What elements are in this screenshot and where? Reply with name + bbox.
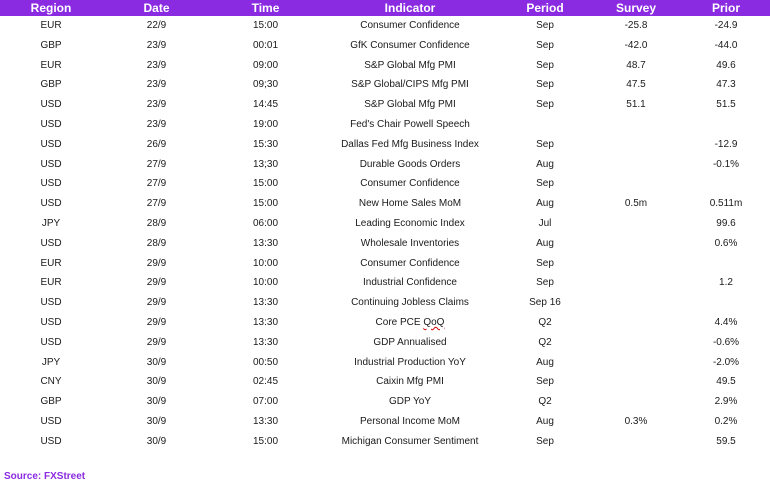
cell-region: USD	[40, 316, 62, 328]
cell-date: 23/9	[146, 99, 167, 111]
cell-time: 15:00	[252, 20, 279, 31]
cell-period: Aug	[536, 415, 554, 427]
cell-date: 23/9	[146, 59, 167, 71]
cell-indicator: GDP Annualised	[373, 336, 447, 348]
cell-date: 29/9	[146, 297, 167, 309]
cell-prior: 49.5	[716, 376, 736, 388]
cell-period: Sep	[536, 99, 554, 111]
cell-region: USD	[40, 178, 62, 190]
cell-indicator: Dallas Fed Mfg Business Index	[341, 138, 479, 150]
cell-prior: -0.1%	[712, 158, 740, 170]
cell-date: 23/9	[146, 79, 167, 91]
cell-period: Aug	[536, 356, 554, 368]
cell-prior: 49.6	[716, 59, 736, 71]
cell-prior: -2.0%	[712, 356, 740, 368]
cell-survey	[590, 313, 682, 333]
cell-date: 28/9	[146, 217, 167, 229]
table-row	[0, 234, 770, 254]
cell-time: 02:45	[252, 376, 279, 388]
cell-prior: 47.3	[716, 79, 736, 91]
cell-survey	[590, 333, 682, 353]
cell-period: Sep	[536, 20, 554, 31]
cell-time: 15:30	[252, 138, 279, 150]
cell-prior: 0.511m	[709, 198, 743, 210]
table-row	[0, 75, 770, 95]
table-row	[0, 333, 770, 353]
cell-survey	[590, 273, 682, 293]
table-row	[0, 155, 770, 175]
cell-indicator: Leading Economic Index	[355, 217, 465, 229]
cell-prior: -24.9	[714, 20, 738, 31]
table-row	[0, 313, 770, 333]
table-row	[0, 273, 770, 293]
cell-date: 30/9	[146, 376, 167, 388]
cell-period: Sep	[536, 257, 554, 269]
cell-time: 13;30	[252, 158, 279, 170]
cell-survey: -42.0	[624, 39, 648, 51]
table-row	[0, 412, 770, 432]
header-survey: Survey	[590, 0, 682, 16]
cell-prior: 2.9%	[714, 396, 738, 408]
cell-period: Q2	[538, 316, 552, 328]
table-row	[0, 432, 770, 452]
spellcheck-underline: QoQ	[423, 316, 445, 328]
cell-survey: 47.5	[626, 79, 646, 91]
cell-indicator: Durable Goods Orders	[359, 158, 461, 170]
cell-date: 22/9	[146, 20, 167, 31]
cell-prior: -12.9	[714, 138, 738, 150]
cell-time: 13:30	[252, 237, 279, 249]
cell-date: 30/9	[146, 415, 167, 427]
cell-period: Sep	[536, 59, 554, 71]
cell-region: JPY	[41, 356, 61, 368]
cell-indicator: Fed's Chair Powell Speech	[350, 118, 470, 130]
cell-survey	[590, 293, 682, 313]
cell-indicator: Michigan Consumer Sentiment	[341, 435, 479, 447]
cell-indicator: GDP YoY	[388, 396, 432, 408]
cell-indicator: Personal Income MoM	[359, 415, 461, 427]
cell-indicator: Core PCE QoQ	[375, 316, 445, 328]
cell-indicator: New Home Sales MoM	[358, 198, 462, 210]
header-row	[0, 0, 770, 16]
cell-indicator: Consumer Confidence	[360, 257, 460, 269]
cell-prior: -44.0	[714, 39, 738, 51]
cell-prior: -0.6%	[712, 336, 740, 348]
cell-date: 28/9	[146, 237, 167, 249]
cell-region: USD	[40, 415, 62, 427]
cell-region: GBP	[40, 79, 62, 91]
header-period: Period	[500, 0, 590, 16]
cell-survey	[590, 155, 682, 175]
cell-indicator: Continuing Jobless Claims	[351, 297, 469, 309]
cell-time: 09:00	[252, 59, 279, 71]
table-row	[0, 135, 770, 155]
table-row	[0, 36, 770, 56]
table-row	[0, 293, 770, 313]
cell-time: 13:30	[252, 336, 279, 348]
cell-period: Sep	[536, 178, 554, 190]
cell-period: Q2	[538, 396, 552, 408]
cell-indicator: Consumer Confidence	[360, 178, 460, 190]
cell-date: 29/9	[146, 257, 167, 269]
cell-region: EUR	[40, 257, 62, 269]
cell-time: 00:50	[252, 356, 279, 368]
cell-survey	[590, 254, 682, 274]
cell-survey	[590, 174, 682, 194]
cell-time: 00:01	[252, 39, 279, 51]
cell-period: Aug	[536, 198, 554, 210]
cell-time: 14:45	[252, 99, 279, 111]
cell-date: 30/9	[146, 396, 167, 408]
cell-survey: 48.7	[626, 59, 646, 71]
cell-period: Sep	[536, 277, 554, 289]
header-region: Region	[0, 0, 102, 16]
cell-survey	[590, 353, 682, 373]
cell-date: 26/9	[146, 138, 167, 150]
cell-region: CNY	[40, 376, 62, 388]
cell-indicator: S&P Global Mfg PMI	[364, 59, 456, 71]
cell-date: 23/9	[146, 39, 167, 51]
header-prior: Prior	[682, 0, 770, 16]
table-row	[0, 174, 770, 194]
cell-survey	[590, 432, 682, 452]
table-row	[0, 353, 770, 373]
cell-period: Sep	[536, 435, 554, 447]
cell-region: JPY	[41, 217, 61, 229]
cell-time: 09;30	[252, 79, 279, 91]
cell-region: USD	[40, 297, 62, 309]
cell-region: USD	[40, 118, 62, 130]
cell-date: 23/9	[146, 118, 167, 130]
header-indicator: Indicator	[320, 0, 500, 16]
cell-period	[500, 115, 590, 135]
cell-indicator: S&P Global Mfg PMI	[364, 99, 456, 111]
cell-time: 19:00	[252, 118, 279, 130]
cell-indicator: Caixin Mfg PMI	[376, 376, 444, 388]
cell-time: 13:30	[252, 316, 279, 328]
cell-period: Sep	[536, 138, 554, 150]
cell-region: USD	[40, 336, 62, 348]
cell-region: USD	[40, 198, 62, 210]
cell-prior: 4.4%	[714, 316, 738, 328]
cell-region: EUR	[40, 20, 62, 31]
source-note: Source: FXStreet	[4, 471, 86, 482]
cell-period: Jul	[538, 217, 552, 229]
table-row	[0, 16, 770, 36]
cell-date: 29/9	[146, 336, 167, 348]
cell-period: Sep	[536, 376, 554, 388]
cell-survey: -25.8	[624, 20, 648, 31]
cell-period: Aug	[536, 158, 554, 170]
cell-time: 10:00	[252, 257, 279, 269]
cell-survey	[590, 214, 682, 234]
cell-region: EUR	[40, 277, 62, 289]
cell-indicator: Industrial Confidence	[363, 277, 457, 289]
cell-prior: 99.6	[716, 217, 736, 229]
cell-region: GBP	[40, 396, 62, 408]
cell-survey	[590, 234, 682, 254]
table-row	[0, 194, 770, 214]
cell-region: USD	[40, 237, 62, 249]
cell-date: 29/9	[146, 316, 167, 328]
cell-period: Sep 16	[529, 297, 561, 309]
cell-prior	[682, 293, 770, 313]
cell-period: Sep	[536, 39, 554, 51]
cell-region: USD	[40, 158, 62, 170]
cell-survey: 0.5m	[624, 198, 648, 210]
cell-time: 15:00	[252, 198, 279, 210]
cell-survey: 51.1	[626, 99, 646, 111]
cell-indicator: Wholesale Inventories	[360, 237, 460, 249]
cell-indicator: GfK Consumer Confidence	[350, 39, 470, 51]
cell-prior: 51.5	[716, 99, 736, 111]
cell-prior	[682, 254, 770, 274]
cell-prior: 1.2	[719, 277, 733, 289]
cell-date: 27/9	[146, 178, 167, 190]
cell-survey	[590, 115, 682, 135]
table-row	[0, 214, 770, 234]
cell-region: USD	[40, 99, 62, 111]
cell-date: 29/9	[146, 277, 167, 289]
table-body	[0, 16, 770, 452]
cell-date: 27/9	[146, 198, 167, 210]
cell-survey: 0.3%	[624, 415, 648, 427]
cell-region: USD	[40, 435, 62, 447]
header-date: Date	[102, 0, 211, 16]
cell-time: 13:30	[252, 297, 279, 309]
table-row	[0, 56, 770, 76]
cell-prior: 0.6%	[714, 237, 738, 249]
table-row	[0, 95, 770, 115]
cell-date: 30/9	[146, 356, 167, 368]
cell-prior: 0.2%	[714, 415, 738, 427]
cell-time: 15:00	[252, 435, 279, 447]
cell-period: Q2	[538, 336, 552, 348]
cell-time: 07:00	[252, 396, 279, 408]
cell-indicator: S&P Global/CIPS Mfg PMI	[351, 79, 469, 91]
cell-time: 10:00	[252, 277, 279, 289]
cell-region: GBP	[40, 39, 62, 51]
cell-indicator: Consumer Confidence	[360, 20, 460, 31]
cell-time: 13:30	[252, 415, 279, 427]
table-row	[0, 392, 770, 412]
cell-prior	[682, 174, 770, 194]
table-row	[0, 254, 770, 274]
cell-date: 30/9	[146, 435, 167, 447]
cell-region: USD	[40, 138, 62, 150]
cell-date: 27/9	[146, 158, 167, 170]
cell-prior: 59.5	[716, 435, 736, 447]
cell-period: Aug	[536, 237, 554, 249]
table-row	[0, 372, 770, 392]
header-time: Time	[211, 0, 320, 16]
cell-survey	[590, 392, 682, 412]
cell-prior	[682, 115, 770, 135]
cell-survey	[590, 135, 682, 155]
cell-indicator: Industrial Production YoY	[354, 356, 466, 368]
cell-survey	[590, 372, 682, 392]
cell-time: 15:00	[252, 178, 279, 190]
table-row	[0, 115, 770, 135]
cell-period: Sep	[536, 79, 554, 91]
cell-region: EUR	[40, 59, 62, 71]
cell-time: 06:00	[252, 217, 279, 229]
